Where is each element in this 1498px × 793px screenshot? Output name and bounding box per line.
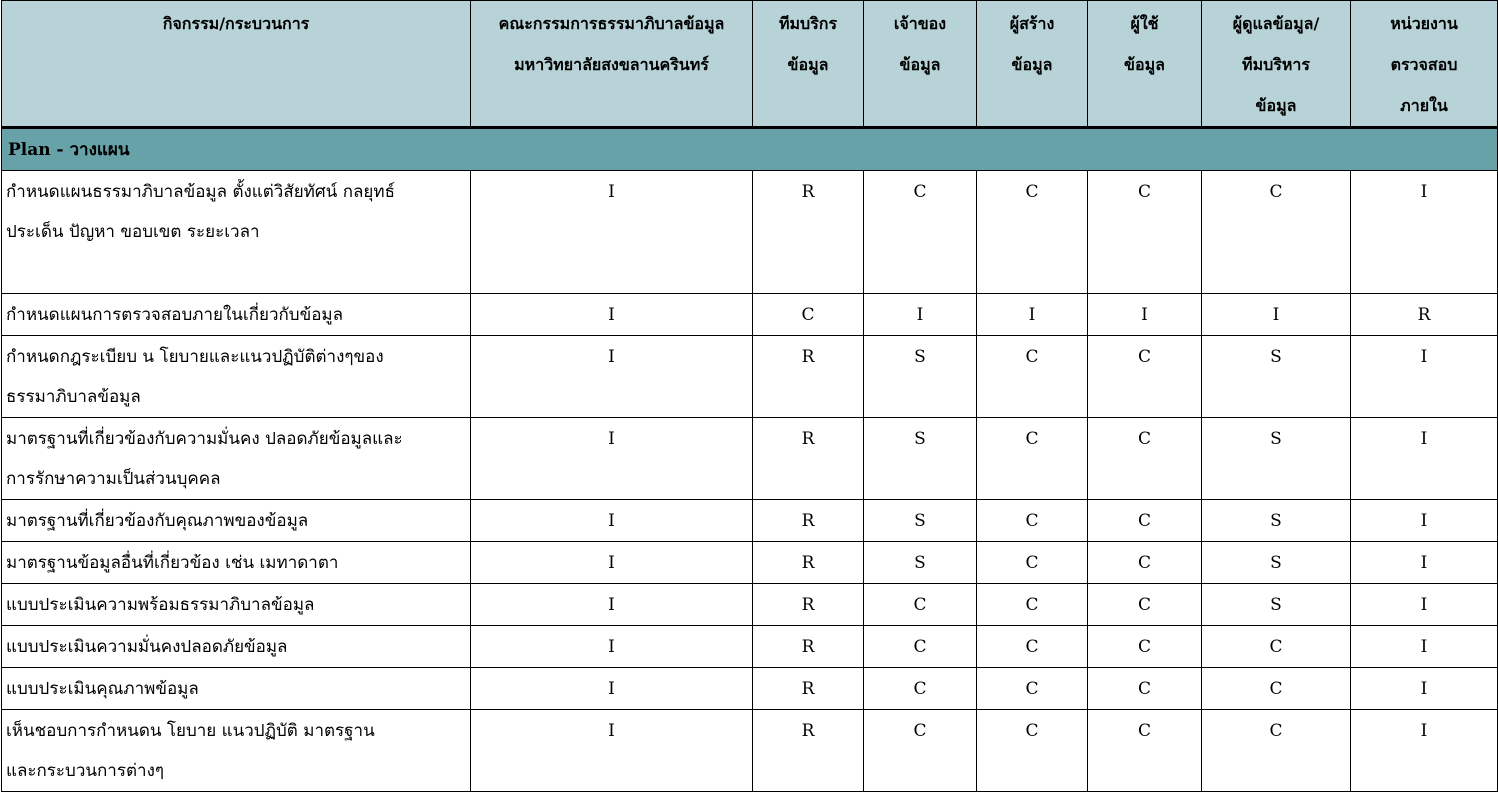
activity-line: ประเด็น ปัญหา ขอบเขต ระยะเวลา bbox=[6, 222, 260, 242]
raci-cell-committee: I bbox=[471, 668, 753, 710]
raci-cell-audit: R bbox=[1351, 294, 1498, 336]
raci-cell-audit: I bbox=[1351, 171, 1498, 294]
raci-cell-creator: C bbox=[977, 584, 1088, 626]
header-committee-line-2: มหาวิทยาลัยสงขลานครินทร์ bbox=[514, 55, 709, 74]
raci-cell-committee: I bbox=[471, 542, 753, 584]
raci-cell-custodian: S bbox=[1202, 584, 1351, 626]
header-data-owner-line-1: เจ้าของ bbox=[893, 14, 947, 33]
activity-line: แบบประเมินความมั่นคงปลอดภัยข้อมูล bbox=[6, 637, 288, 657]
table-row bbox=[2, 710, 1498, 792]
raci-cell-owner: S bbox=[864, 500, 977, 542]
raci-cell-custodian: C bbox=[1202, 668, 1351, 710]
raci-cell-user: C bbox=[1088, 668, 1202, 710]
raci-cell-creator: C bbox=[977, 500, 1088, 542]
activity-cell bbox=[2, 171, 471, 294]
raci-cell-creator: C bbox=[977, 418, 1088, 500]
raci-cell-user: C bbox=[1088, 418, 1202, 500]
table-row bbox=[2, 668, 1498, 710]
raci-cell-custodian: S bbox=[1202, 500, 1351, 542]
raci-cell-committee: I bbox=[471, 584, 753, 626]
header-data-creator-line-1: ผู้สร้าง bbox=[1009, 14, 1055, 33]
header-internal-audit-line-2: ตรวจสอบ bbox=[1390, 55, 1458, 74]
raci-cell-custodian: S bbox=[1202, 336, 1351, 418]
header-data-custodian-line-3: ข้อมูล bbox=[1255, 96, 1297, 115]
header-data-steward-team-line-2: ข้อมูล bbox=[787, 55, 829, 74]
raci-cell-committee: I bbox=[471, 294, 753, 336]
raci-cell-steward-team: R bbox=[753, 584, 864, 626]
activity-cell bbox=[2, 542, 471, 584]
raci-cell-creator: C bbox=[977, 171, 1088, 294]
activity-cell bbox=[2, 710, 471, 792]
header-activity bbox=[2, 1, 471, 128]
raci-cell-committee: I bbox=[471, 626, 753, 668]
table-row bbox=[2, 626, 1498, 668]
raci-cell-committee: I bbox=[471, 710, 753, 792]
raci-cell-user: C bbox=[1088, 710, 1202, 792]
raci-cell-custodian: S bbox=[1202, 418, 1351, 500]
raci-cell-creator: C bbox=[977, 626, 1088, 668]
header-data-creator bbox=[977, 1, 1088, 128]
activity-line: และกระบวนการต่างๆ bbox=[6, 761, 165, 781]
activity-line: มาตรฐานข้อมูลอื่นที่เกี่ยวข้อง เช่น เมทาดาตา bbox=[6, 553, 339, 573]
header-committee-line-1: คณะกรรมการธรรมาภิบาลข้อมูล bbox=[498, 14, 725, 33]
raci-cell-steward-team: R bbox=[753, 418, 864, 500]
raci-cell-owner: C bbox=[864, 668, 977, 710]
raci-cell-steward-team: R bbox=[753, 710, 864, 792]
activity-line: ธรรมาภิบาลข้อมูล bbox=[6, 387, 141, 407]
raci-cell-custodian: I bbox=[1202, 294, 1351, 336]
raci-cell-audit: I bbox=[1351, 418, 1498, 500]
activity-cell bbox=[2, 626, 471, 668]
raci-cell-owner: C bbox=[864, 626, 977, 668]
raci-cell-owner: C bbox=[864, 710, 977, 792]
raci-cell-audit: I bbox=[1351, 584, 1498, 626]
header-internal-audit-line-3: ภายใน bbox=[1400, 96, 1448, 115]
raci-cell-audit: I bbox=[1351, 626, 1498, 668]
raci-cell-creator: C bbox=[977, 668, 1088, 710]
header-data-custodian bbox=[1202, 1, 1351, 128]
raci-cell-user: C bbox=[1088, 584, 1202, 626]
raci-cell-custodian: C bbox=[1202, 710, 1351, 792]
activity-line: กำหนดกฎระเบียบ น โยบายและแนวปฏิบัติต่างๆของ bbox=[6, 347, 384, 367]
raci-cell-steward-team: R bbox=[753, 668, 864, 710]
header-data-steward-team bbox=[753, 1, 864, 128]
activity-line: แบบประเมินความพร้อมธรรมาภิบาลข้อมูล bbox=[6, 595, 315, 615]
raci-cell-creator: C bbox=[977, 336, 1088, 418]
raci-cell-steward-team: R bbox=[753, 171, 864, 294]
activity-line: แบบประเมินคุณภาพข้อมูล bbox=[6, 679, 199, 699]
header-data-creator-line-2: ข้อมูล bbox=[1011, 55, 1053, 74]
section-row-plan bbox=[2, 128, 1498, 171]
activity-line: กำหนดแผนธรรมาภิบาลข้อมูล ตั้งแต่วิสัยทัศน์ กลยุทธ์ bbox=[6, 182, 395, 202]
header-data-user-line-2: ข้อมูล bbox=[1124, 55, 1165, 74]
header-data-steward-team-line-1: ทีมบริกร bbox=[778, 14, 838, 33]
raci-cell-creator: C bbox=[977, 710, 1088, 792]
raci-cell-user: C bbox=[1088, 542, 1202, 584]
activity-line: การรักษาความเป็นส่วนบุคคล bbox=[6, 469, 221, 489]
header-activity-line-1: กิจกรรม/กระบวนการ bbox=[162, 14, 310, 33]
raci-cell-user: C bbox=[1088, 626, 1202, 668]
activity-cell bbox=[2, 500, 471, 542]
raci-cell-audit: I bbox=[1351, 336, 1498, 418]
raci-cell-audit: I bbox=[1351, 710, 1498, 792]
raci-cell-steward-team: R bbox=[753, 500, 864, 542]
activity-cell bbox=[2, 294, 471, 336]
raci-cell-creator: I bbox=[977, 294, 1088, 336]
table-body bbox=[2, 128, 1498, 792]
table-row bbox=[2, 542, 1498, 584]
header-internal-audit-line-1: หน่วยงาน bbox=[1390, 14, 1458, 33]
table-row bbox=[2, 418, 1498, 500]
raci-cell-custodian: C bbox=[1202, 171, 1351, 294]
raci-cell-committee: I bbox=[471, 171, 753, 294]
activity-cell bbox=[2, 668, 471, 710]
table-row bbox=[2, 584, 1498, 626]
raci-cell-user: C bbox=[1088, 500, 1202, 542]
raci-cell-steward-team: C bbox=[753, 294, 864, 336]
raci-cell-custodian: S bbox=[1202, 542, 1351, 584]
raci-cell-committee: I bbox=[471, 336, 753, 418]
raci-cell-owner: S bbox=[864, 542, 977, 584]
header-internal-audit bbox=[1351, 1, 1498, 128]
raci-cell-owner: S bbox=[864, 336, 977, 418]
header-data-owner bbox=[864, 1, 977, 128]
raci-cell-custodian: C bbox=[1202, 626, 1351, 668]
table-row bbox=[2, 500, 1498, 542]
raci-cell-audit: I bbox=[1351, 500, 1498, 542]
raci-table bbox=[1, 0, 1498, 792]
activity-line: กำหนดแผนการตรวจสอบภายในเกี่ยวกับข้อมูล bbox=[6, 305, 344, 325]
header-data-custodian-line-2: ทีมบริหาร bbox=[1242, 55, 1310, 74]
activity-line: มาตรฐานที่เกี่ยวข้องกับความมั่นคง ปลอดภัยข้อมูลและ bbox=[6, 429, 403, 449]
raci-cell-steward-team: R bbox=[753, 626, 864, 668]
section-label: Plan - วางแผน bbox=[2, 128, 1498, 171]
raci-cell-audit: I bbox=[1351, 542, 1498, 584]
raci-cell-audit: I bbox=[1351, 668, 1498, 710]
table-row bbox=[2, 171, 1498, 294]
raci-cell-user: C bbox=[1088, 171, 1202, 294]
raci-cell-owner: C bbox=[864, 584, 977, 626]
raci-cell-committee: I bbox=[471, 418, 753, 500]
activity-line: เห็นชอบการกำหนดน โยบาย แนวปฏิบัติ มาตรฐาน bbox=[6, 721, 375, 741]
raci-cell-owner: S bbox=[864, 418, 977, 500]
raci-cell-user: C bbox=[1088, 336, 1202, 418]
raci-cell-owner: I bbox=[864, 294, 977, 336]
raci-cell-owner: C bbox=[864, 171, 977, 294]
table-row bbox=[2, 294, 1498, 336]
raci-cell-creator: C bbox=[977, 542, 1088, 584]
table-header bbox=[2, 1, 1498, 128]
activity-line: มาตรฐานที่เกี่ยวข้องกับคุณภาพของข้อมูล bbox=[6, 511, 309, 531]
header-data-custodian-line-1: ผู้ดูแลข้อมูล/ bbox=[1232, 14, 1320, 33]
header-data-user-line-1: ผู้ใช้ bbox=[1130, 14, 1159, 33]
header-data-user bbox=[1088, 1, 1202, 128]
activity-cell bbox=[2, 336, 471, 418]
raci-cell-user: I bbox=[1088, 294, 1202, 336]
table-row bbox=[2, 336, 1498, 418]
raci-cell-committee: I bbox=[471, 500, 753, 542]
raci-cell-steward-team: R bbox=[753, 542, 864, 584]
activity-cell bbox=[2, 584, 471, 626]
raci-cell-steward-team: R bbox=[753, 336, 864, 418]
header-data-owner-line-2: ข้อมูล bbox=[899, 55, 941, 74]
header-committee bbox=[471, 1, 753, 128]
activity-cell bbox=[2, 418, 471, 500]
